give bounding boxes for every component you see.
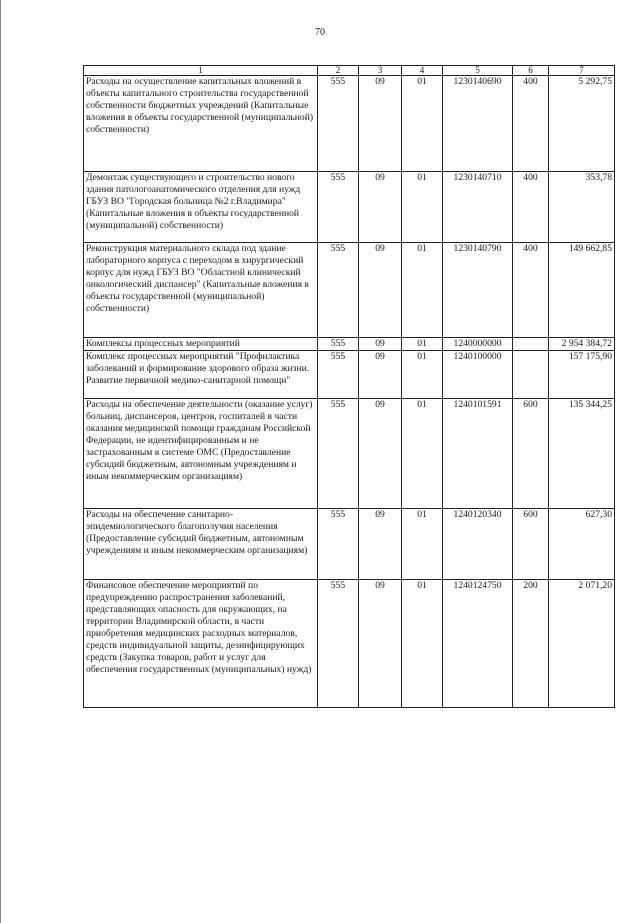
table-row [84, 76, 615, 172]
row-pr: 01 [402, 243, 443, 338]
row-pr: 01 [402, 350, 443, 398]
row-sum: 157 175,90 [549, 350, 615, 398]
header-col-1: 1 [84, 66, 318, 76]
row-csr: 1240100000 [443, 350, 513, 398]
row-pr: 01 [402, 338, 443, 351]
header-col-7: 7 [549, 66, 615, 76]
row-name: Финансовое обеспечение мероприятий по предупреждению распространения заболеваний, представляющих опасность для окружающих, на территории Владимирской области, в части приобретения медицинских расходных материалов, средств индивидуальной защиты, дезинфицирующих средств (Закупка товаров, работ и услуг для обеспечения государственных (муниципальных) нужд) [84, 579, 318, 707]
table-row [84, 172, 615, 243]
row-pr: 01 [402, 398, 443, 508]
row-grbs: 555 [318, 398, 359, 508]
row-rz: 09 [359, 338, 402, 351]
row-sum: 2 071,20 [549, 579, 615, 707]
row-sum: 149 662,85 [549, 243, 615, 338]
row-sum: 2 954 384,72 [549, 338, 615, 351]
table-row [84, 243, 615, 338]
row-csr: 1240000000 [443, 338, 513, 351]
row-grbs: 555 [318, 338, 359, 351]
row-rz: 09 [359, 243, 402, 338]
row-csr: 1230140690 [443, 76, 513, 172]
row-name: Расходы на обеспечение санитарно-эпидемиологического благополучия населения (Предоставление субсидий бюджетным, автономным учреждениям и иным некоммерческим организациям) [84, 508, 318, 579]
row-name: Комплекс процессных мероприятий "Профилактика заболеваний и формирование здорового образа жизни. Развитие первичной медико-санитарной помощи" [84, 350, 318, 398]
row-pr: 01 [402, 579, 443, 707]
row-grbs: 555 [318, 172, 359, 243]
budget-table [83, 65, 615, 708]
row-vr: 200 [513, 579, 549, 707]
table-row [84, 508, 615, 579]
row-name: Комплексы процессных мероприятий [84, 338, 318, 351]
row-rz: 09 [359, 76, 402, 172]
header-col-2: 2 [318, 66, 359, 76]
header-col-6: 6 [513, 66, 549, 76]
row-grbs: 555 [318, 76, 359, 172]
row-grbs: 555 [318, 579, 359, 707]
row-grbs: 555 [318, 508, 359, 579]
row-name: Расходы на обеспечение деятельности (оказание услуг) больниц, диспансеров, центров, госпиталей в части оказания медицинской помощи гражданам Российской Федерации, не идентифицированным и не застрахованным в системе ОМС (Предоставление субсидий бюджетным, автономным учреждениям и иным некоммерческим организациям) [84, 398, 318, 508]
row-csr: 1240120340 [443, 508, 513, 579]
row-rz: 09 [359, 398, 402, 508]
row-sum: 353,78 [549, 172, 615, 243]
row-pr: 01 [402, 172, 443, 243]
row-name: Демонтаж существующего и строительство нового здания патологоанатомического отделения для нужд ГБУЗ ВО "Городская больница №2 г.Владимира" (Капитальные вложения в объекты государственной (муниципальной) собственности) [84, 172, 318, 243]
row-vr: 400 [513, 76, 549, 172]
header-col-5: 5 [443, 66, 513, 76]
row-csr: 1230140710 [443, 172, 513, 243]
row-pr: 01 [402, 508, 443, 579]
table-row [84, 350, 615, 398]
row-vr: 400 [513, 243, 549, 338]
row-csr: 1240101591 [443, 398, 513, 508]
row-name: Расходы на осуществление капитальных вложений в объекты капитального строительства государственной собственности бюджетных учреждений (Капитальные вложения в объекты государственной (муниципальной) собственности) [84, 76, 318, 172]
header-col-3: 3 [359, 66, 402, 76]
row-vr [513, 350, 549, 398]
row-vr: 600 [513, 508, 549, 579]
table-row [84, 398, 615, 508]
row-name: Реконструкция материального склада под здание лабораторного корпуса с переходом в хирургический корпус для нужд ГБУЗ ВО "Областной клинический онкологический диспансер" (Капитальные вложения в объекты государственной (муниципальной) собственности) [84, 243, 318, 338]
table-row [84, 338, 615, 351]
table-row [84, 579, 615, 707]
row-grbs: 555 [318, 350, 359, 398]
row-rz: 09 [359, 172, 402, 243]
header-row [84, 66, 615, 76]
row-sum: 627,30 [549, 508, 615, 579]
row-csr: 1230140790 [443, 243, 513, 338]
row-rz: 09 [359, 579, 402, 707]
row-vr: 600 [513, 398, 549, 508]
row-rz: 09 [359, 508, 402, 579]
scan-edge [0, 0, 1, 923]
row-csr: 1240124750 [443, 579, 513, 707]
row-vr: 400 [513, 172, 549, 243]
page-number: 70 [315, 27, 325, 38]
row-sum: 5 292,75 [549, 76, 615, 172]
row-rz: 09 [359, 350, 402, 398]
row-vr [513, 338, 549, 351]
row-sum: 135 344,25 [549, 398, 615, 508]
header-col-4: 4 [402, 66, 443, 76]
row-grbs: 555 [318, 243, 359, 338]
row-pr: 01 [402, 76, 443, 172]
